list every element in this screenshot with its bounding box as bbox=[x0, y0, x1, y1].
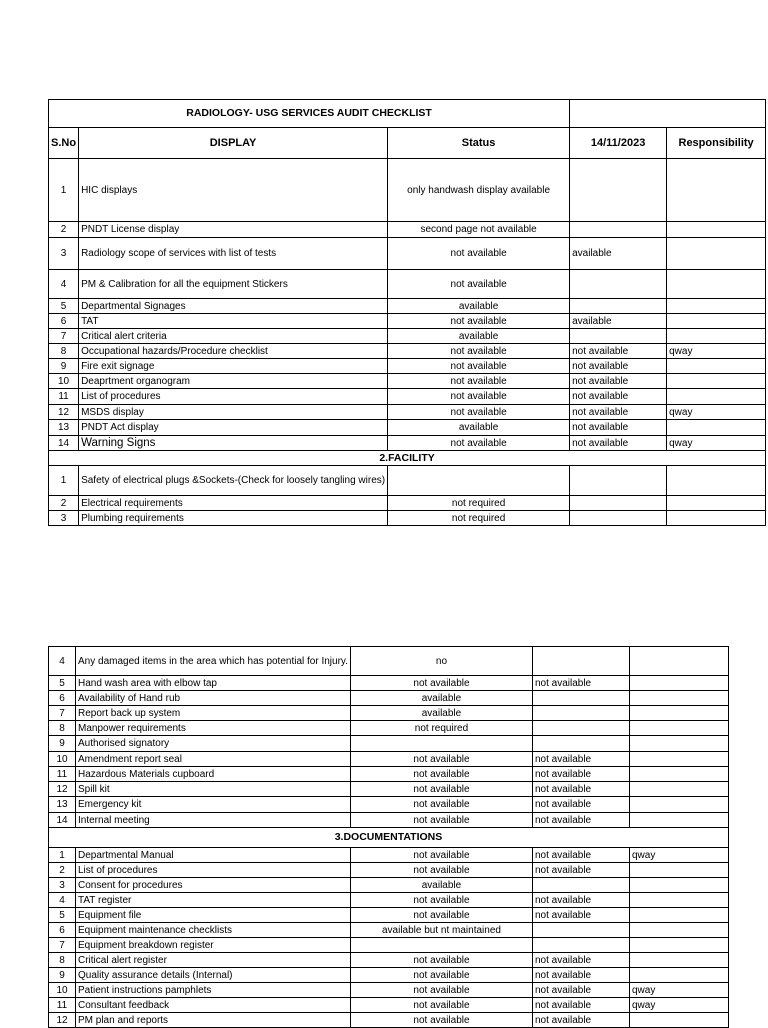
row-sno: 3 bbox=[49, 511, 79, 526]
row-responsibility bbox=[629, 893, 728, 908]
row-responsibility bbox=[667, 420, 766, 436]
row-sno: 9 bbox=[49, 359, 79, 374]
table-row bbox=[49, 676, 729, 691]
table-row bbox=[49, 998, 729, 1013]
row-status: no bbox=[350, 647, 532, 676]
row-sno: 6 bbox=[49, 923, 76, 938]
row-item: Patient instructions pamphlets bbox=[76, 983, 351, 998]
row-status: available but nt maintained bbox=[350, 923, 532, 938]
row-date-status: not available bbox=[570, 374, 667, 389]
row-date-status bbox=[532, 736, 629, 752]
row-status bbox=[350, 736, 532, 752]
row-date-status: available bbox=[570, 238, 667, 270]
row-item: List of procedures bbox=[76, 863, 351, 878]
row-status: not required bbox=[350, 721, 532, 736]
row-date-status: not available bbox=[532, 782, 629, 797]
table-row bbox=[49, 314, 766, 329]
row-item: TAT bbox=[79, 314, 388, 329]
table-row bbox=[49, 923, 729, 938]
row-sno: 7 bbox=[49, 938, 76, 953]
table-row bbox=[49, 953, 729, 968]
row-status bbox=[388, 466, 570, 496]
row-item: HIC displays bbox=[79, 159, 388, 222]
row-date-status bbox=[570, 159, 667, 222]
row-date-status: not available bbox=[532, 848, 629, 863]
row-date-status bbox=[532, 647, 629, 676]
table-row bbox=[49, 420, 766, 436]
table-row bbox=[49, 813, 729, 828]
row-responsibility bbox=[629, 923, 728, 938]
row-item: Hand wash area with elbow tap bbox=[76, 676, 351, 691]
section-row bbox=[49, 451, 766, 466]
table-row bbox=[49, 848, 729, 863]
row-status: available bbox=[388, 299, 570, 314]
table-row bbox=[49, 878, 729, 893]
row-date-status bbox=[570, 299, 667, 314]
row-date-status bbox=[570, 496, 667, 511]
row-date-status: not available bbox=[532, 908, 629, 923]
row-sno: 6 bbox=[49, 314, 79, 329]
row-responsibility bbox=[629, 782, 728, 797]
row-responsibility bbox=[667, 159, 766, 222]
row-item: Fire exit signage bbox=[79, 359, 388, 374]
checklist-table-page-1 bbox=[48, 99, 766, 526]
row-date-status: not available bbox=[532, 953, 629, 968]
row-date-status: not available bbox=[570, 405, 667, 420]
row-date-status: not available bbox=[532, 968, 629, 983]
row-responsibility: qway bbox=[667, 344, 766, 359]
row-date-status bbox=[532, 706, 629, 721]
title-blank bbox=[570, 100, 766, 128]
row-date-status: not available bbox=[532, 797, 629, 813]
row-item: Internal meeting bbox=[76, 813, 351, 828]
row-responsibility bbox=[629, 1013, 728, 1028]
row-responsibility bbox=[667, 238, 766, 270]
table-row bbox=[49, 389, 766, 405]
row-status: not available bbox=[350, 863, 532, 878]
row-date-status bbox=[532, 691, 629, 706]
row-item: Equipment breakdown register bbox=[76, 938, 351, 953]
row-date-status: not available bbox=[570, 436, 667, 451]
table-row bbox=[49, 893, 729, 908]
row-sno: 11 bbox=[49, 998, 76, 1013]
table-row bbox=[49, 159, 766, 222]
header-status: Status bbox=[388, 128, 570, 159]
row-responsibility bbox=[629, 938, 728, 953]
row-responsibility: qway bbox=[629, 998, 728, 1013]
row-item: List of procedures bbox=[79, 389, 388, 405]
row-sno: 1 bbox=[49, 848, 76, 863]
row-responsibility bbox=[667, 270, 766, 299]
row-item: Emergency kit bbox=[76, 797, 351, 813]
row-date-status: not available bbox=[532, 752, 629, 767]
row-responsibility bbox=[629, 676, 728, 691]
row-status: not available bbox=[388, 436, 570, 451]
header-responsibility: Responsibility bbox=[667, 128, 766, 159]
row-sno: 3 bbox=[49, 878, 76, 893]
row-responsibility bbox=[667, 389, 766, 405]
table-row bbox=[49, 908, 729, 923]
row-date-status: not available bbox=[532, 863, 629, 878]
row-status: not available bbox=[350, 813, 532, 828]
row-sno: 7 bbox=[49, 329, 79, 344]
section-title: 3.DOCUMENTATIONS bbox=[49, 828, 729, 848]
table-row bbox=[49, 721, 729, 736]
row-responsibility bbox=[667, 496, 766, 511]
row-responsibility bbox=[667, 329, 766, 344]
row-date-status bbox=[570, 466, 667, 496]
table-row bbox=[49, 983, 729, 998]
checklist-table-page-2 bbox=[48, 646, 729, 1028]
table-row bbox=[49, 466, 766, 496]
row-sno: 6 bbox=[49, 691, 76, 706]
table-row bbox=[49, 736, 729, 752]
row-sno: 5 bbox=[49, 299, 79, 314]
row-date-status: not available bbox=[532, 767, 629, 782]
row-responsibility bbox=[629, 908, 728, 923]
row-sno: 1 bbox=[49, 159, 79, 222]
row-sno: 10 bbox=[49, 374, 79, 389]
row-sno: 2 bbox=[49, 496, 79, 511]
row-date-status: not available bbox=[532, 1013, 629, 1028]
row-sno: 12 bbox=[49, 405, 79, 420]
row-item: TAT register bbox=[76, 893, 351, 908]
row-status: not available bbox=[350, 848, 532, 863]
row-sno: 11 bbox=[49, 767, 76, 782]
row-status: not available bbox=[350, 782, 532, 797]
row-date-status bbox=[570, 270, 667, 299]
row-date-status bbox=[532, 923, 629, 938]
row-status: not available bbox=[350, 767, 532, 782]
table-row bbox=[49, 706, 729, 721]
row-sno: 8 bbox=[49, 721, 76, 736]
table-row bbox=[49, 238, 766, 270]
row-status: not available bbox=[350, 893, 532, 908]
row-status: not available bbox=[388, 314, 570, 329]
row-status: not available bbox=[388, 389, 570, 405]
table-row bbox=[49, 1013, 729, 1028]
row-item: Report back up system bbox=[76, 706, 351, 721]
row-item: Consent for procedures bbox=[76, 878, 351, 893]
row-responsibility bbox=[667, 222, 766, 238]
row-responsibility bbox=[629, 813, 728, 828]
row-sno: 14 bbox=[49, 436, 79, 451]
table-row bbox=[49, 797, 729, 813]
row-responsibility bbox=[667, 299, 766, 314]
row-responsibility: qway bbox=[629, 848, 728, 863]
row-responsibility bbox=[629, 721, 728, 736]
table-row bbox=[49, 222, 766, 238]
row-sno: 3 bbox=[49, 238, 79, 270]
header-display: DISPLAY bbox=[79, 128, 388, 159]
row-sno: 10 bbox=[49, 752, 76, 767]
row-date-status bbox=[570, 222, 667, 238]
row-sno: 7 bbox=[49, 706, 76, 721]
row-status bbox=[350, 938, 532, 953]
row-responsibility bbox=[629, 968, 728, 983]
row-item: Deaprtment organogram bbox=[79, 374, 388, 389]
row-sno: 5 bbox=[49, 908, 76, 923]
row-responsibility: qway bbox=[667, 405, 766, 420]
row-status: not required bbox=[388, 496, 570, 511]
row-sno: 9 bbox=[49, 736, 76, 752]
row-responsibility: qway bbox=[629, 983, 728, 998]
row-date-status bbox=[532, 878, 629, 893]
row-item: Spill kit bbox=[76, 782, 351, 797]
row-responsibility bbox=[629, 691, 728, 706]
row-sno: 12 bbox=[49, 782, 76, 797]
row-status: available bbox=[350, 878, 532, 893]
row-status: not available bbox=[388, 270, 570, 299]
row-sno: 8 bbox=[49, 953, 76, 968]
row-status: not available bbox=[388, 359, 570, 374]
row-status: not available bbox=[350, 752, 532, 767]
table-row bbox=[49, 359, 766, 374]
row-status: not available bbox=[350, 676, 532, 691]
table-row bbox=[49, 299, 766, 314]
row-status: not available bbox=[388, 344, 570, 359]
row-item: PNDT Act display bbox=[79, 420, 388, 436]
row-date-status: not available bbox=[570, 389, 667, 405]
row-status: not available bbox=[388, 405, 570, 420]
table-row bbox=[49, 691, 729, 706]
row-date-status: not available bbox=[570, 344, 667, 359]
row-item: Critical alert register bbox=[76, 953, 351, 968]
row-status: available bbox=[388, 420, 570, 436]
row-sno: 13 bbox=[49, 797, 76, 813]
checklist-title: RADIOLOGY- USG SERVICES AUDIT CHECKLIST bbox=[49, 100, 570, 128]
table-row bbox=[49, 863, 729, 878]
row-responsibility bbox=[629, 706, 728, 721]
row-item: Departmental Manual bbox=[76, 848, 351, 863]
row-item: Equipment file bbox=[76, 908, 351, 923]
row-date-status: not available bbox=[570, 359, 667, 374]
row-item: Safety of electrical plugs &Sockets-(Check for loosely tangling wires) bbox=[79, 466, 388, 496]
row-status: second page not available bbox=[388, 222, 570, 238]
row-item: Electrical requirements bbox=[79, 496, 388, 511]
row-date-status: not available bbox=[532, 983, 629, 998]
row-sno: 4 bbox=[49, 647, 76, 676]
row-sno: 11 bbox=[49, 389, 79, 405]
row-date-status: not available bbox=[532, 813, 629, 828]
row-responsibility bbox=[667, 466, 766, 496]
table-row bbox=[49, 329, 766, 344]
row-item: PM plan and reports bbox=[76, 1013, 351, 1028]
row-responsibility bbox=[667, 374, 766, 389]
row-item: Consultant feedback bbox=[76, 998, 351, 1013]
row-item: Equipment maintenance checklists bbox=[76, 923, 351, 938]
row-item: Authorised signatory bbox=[76, 736, 351, 752]
row-responsibility: qway bbox=[667, 436, 766, 451]
section-row bbox=[49, 828, 729, 848]
row-responsibility bbox=[629, 752, 728, 767]
row-status: available bbox=[388, 329, 570, 344]
row-responsibility bbox=[667, 359, 766, 374]
header-sno: S.No bbox=[49, 128, 79, 159]
table-row bbox=[49, 436, 766, 451]
row-status: not available bbox=[350, 953, 532, 968]
table-row bbox=[49, 767, 729, 782]
row-item: Availability of Hand rub bbox=[76, 691, 351, 706]
header-date: 14/11/2023 bbox=[570, 128, 667, 159]
row-item: Occupational hazards/Procedure checklist bbox=[79, 344, 388, 359]
row-date-status: available bbox=[570, 314, 667, 329]
table-row bbox=[49, 374, 766, 389]
row-sno: 9 bbox=[49, 968, 76, 983]
row-status: not available bbox=[388, 238, 570, 270]
row-status: available bbox=[350, 706, 532, 721]
row-date-status bbox=[570, 329, 667, 344]
table-row bbox=[49, 752, 729, 767]
row-date-status bbox=[570, 511, 667, 526]
row-date-status: not available bbox=[532, 676, 629, 691]
row-date-status bbox=[532, 721, 629, 736]
row-status: not available bbox=[350, 1013, 532, 1028]
row-responsibility bbox=[629, 863, 728, 878]
table-row bbox=[49, 968, 729, 983]
row-status: not available bbox=[350, 968, 532, 983]
row-item: Radiology scope of services with list of tests bbox=[79, 238, 388, 270]
row-sno: 12 bbox=[49, 1013, 76, 1028]
row-item: Any damaged items in the area which has potential for Injury. bbox=[76, 647, 351, 676]
table-row bbox=[49, 782, 729, 797]
table-row bbox=[49, 496, 766, 511]
row-responsibility bbox=[629, 647, 728, 676]
row-date-status bbox=[532, 938, 629, 953]
row-sno: 10 bbox=[49, 983, 76, 998]
row-responsibility bbox=[629, 953, 728, 968]
row-status: not available bbox=[350, 998, 532, 1013]
table-row bbox=[49, 405, 766, 420]
row-status: only handwash display available bbox=[388, 159, 570, 222]
table-row bbox=[49, 938, 729, 953]
row-item: Critical alert criteria bbox=[79, 329, 388, 344]
row-date-status: not available bbox=[532, 893, 629, 908]
row-sno: 1 bbox=[49, 466, 79, 496]
row-responsibility bbox=[629, 797, 728, 813]
row-item: PM & Calibration for all the equipment Stickers bbox=[79, 270, 388, 299]
row-responsibility bbox=[667, 511, 766, 526]
table-row bbox=[49, 344, 766, 359]
row-responsibility bbox=[667, 314, 766, 329]
row-item: Quality assurance details (Internal) bbox=[76, 968, 351, 983]
row-item: Departmental Signages bbox=[79, 299, 388, 314]
row-responsibility bbox=[629, 767, 728, 782]
row-sno: 4 bbox=[49, 893, 76, 908]
row-item: MSDS display bbox=[79, 405, 388, 420]
row-status: not available bbox=[350, 908, 532, 923]
row-item: Amendment report seal bbox=[76, 752, 351, 767]
row-item: Hazardous Materials cupboard bbox=[76, 767, 351, 782]
table-row bbox=[49, 270, 766, 299]
row-date-status: not available bbox=[570, 420, 667, 436]
row-sno: 14 bbox=[49, 813, 76, 828]
row-item: Manpower requirements bbox=[76, 721, 351, 736]
row-responsibility bbox=[629, 878, 728, 893]
table-row bbox=[49, 511, 766, 526]
row-responsibility bbox=[629, 736, 728, 752]
row-sno: 5 bbox=[49, 676, 76, 691]
row-sno: 4 bbox=[49, 270, 79, 299]
section-title: 2.FACILITY bbox=[49, 451, 766, 466]
table-row bbox=[49, 647, 729, 676]
row-status: not available bbox=[350, 983, 532, 998]
row-sno: 8 bbox=[49, 344, 79, 359]
row-sno: 2 bbox=[49, 222, 79, 238]
row-item: Warning Signs bbox=[79, 436, 388, 451]
row-item: Plumbing requirements bbox=[79, 511, 388, 526]
row-status: not available bbox=[350, 797, 532, 813]
row-status: available bbox=[350, 691, 532, 706]
row-status: not required bbox=[388, 511, 570, 526]
row-date-status: not available bbox=[532, 998, 629, 1013]
row-sno: 13 bbox=[49, 420, 79, 436]
row-sno: 2 bbox=[49, 863, 76, 878]
row-status: not available bbox=[388, 374, 570, 389]
row-item: PNDT License display bbox=[79, 222, 388, 238]
